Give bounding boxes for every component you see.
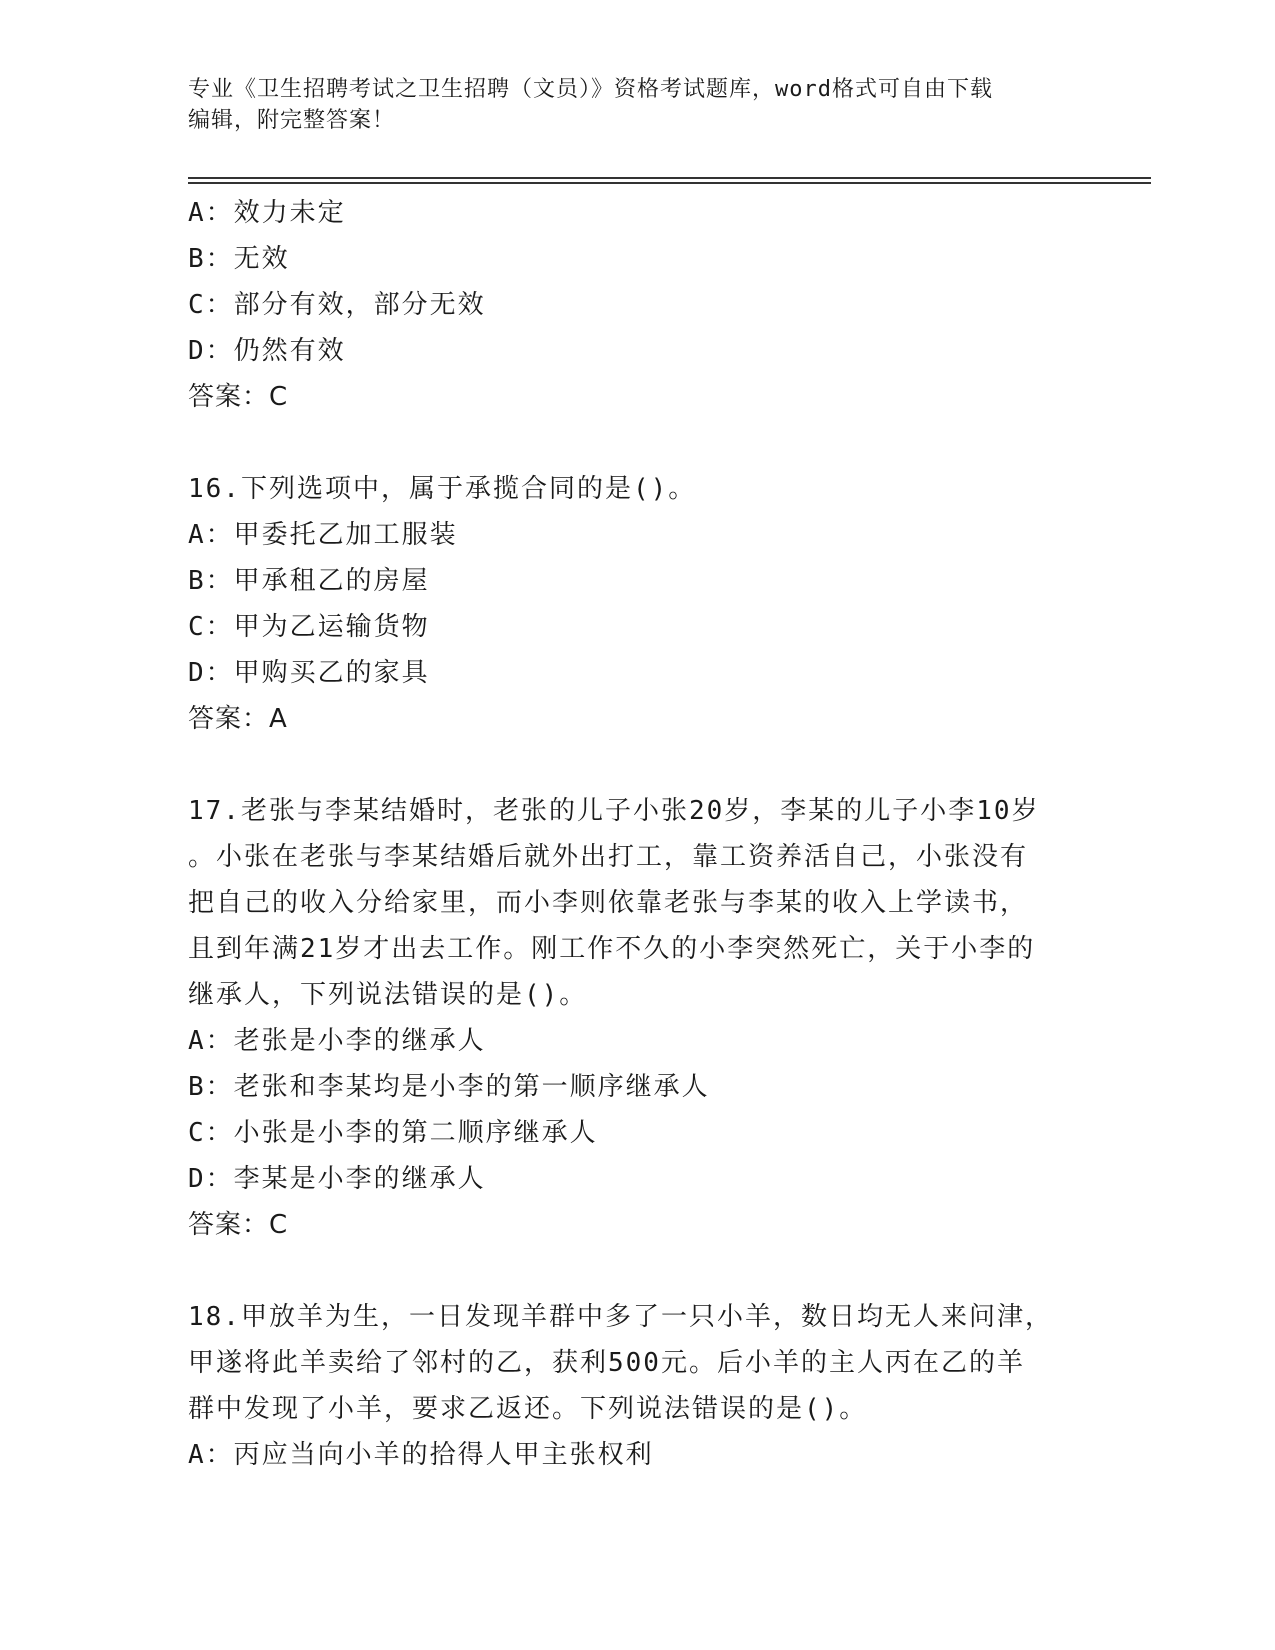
option-a: A：丙应当向小羊的拾得人甲主张权利: [188, 1440, 654, 1470]
option-c: C：甲为乙运输货物: [188, 612, 430, 642]
header-divider-top: [188, 177, 1151, 179]
spacer: [188, 742, 1088, 788]
question-stem-line: 甲遂将此羊卖给了邻村的乙，获利500元。后小羊的主人丙在乙的羊: [188, 1348, 1025, 1378]
question-stem-line: 继承人，下列说法错误的是()。: [188, 980, 588, 1010]
option-b: B：老张和李某均是小李的第一顺序继承人: [188, 1072, 710, 1102]
answer: 答案：A: [188, 704, 288, 734]
option-b: B：无效: [188, 244, 290, 274]
question-18: [188, 1294, 1088, 1478]
question-stem: 16.下列选项中，属于承揽合同的是()。: [188, 474, 697, 504]
question-16: [188, 466, 1088, 742]
document-header: [188, 74, 1088, 136]
option-c: C：部分有效，部分无效: [188, 290, 486, 320]
spacer: [188, 1248, 1088, 1294]
question-stem-line: 。小张在老张与李某结婚后就外出打工，靠工资养活自己，小张没有: [188, 842, 1029, 872]
answer: 答案：C: [188, 382, 289, 412]
header-line-1: 专业《卫生招聘考试之卫生招聘（文员）》资格考试题库，word格式可自由下载: [188, 77, 993, 102]
option-d: D：甲购买乙的家具: [188, 658, 430, 688]
question-stem-line: 17.老张与李某结婚时，老张的儿子小张20岁，李某的儿子小李10岁: [188, 796, 1040, 826]
question-17: [188, 788, 1088, 1248]
option-a: A：甲委托乙加工服装: [188, 520, 458, 550]
option-b: B：甲承租乙的房屋: [188, 566, 430, 596]
question-stem-line: 把自己的收入分给家里，而小李则依靠老张与李某的收入上学读书，: [188, 888, 1029, 918]
question-stem-line: 且到年满21岁才出去工作。刚工作不久的小李突然死亡，关于小李的: [188, 934, 1036, 964]
question-15: [188, 190, 1088, 420]
option-d: D：李某是小李的继承人: [188, 1164, 486, 1194]
answer: 答案：C: [188, 1210, 289, 1240]
header-line-2: 编辑，附完整答案！: [188, 108, 396, 133]
header-divider-bottom: [188, 182, 1151, 184]
question-list: [188, 190, 1088, 1478]
option-d: D：仍然有效: [188, 336, 346, 366]
question-stem-line: 群中发现了小羊，要求乙返还。下列说法错误的是()。: [188, 1394, 868, 1424]
option-a: A：效力未定: [188, 198, 346, 228]
option-c: C：小张是小李的第二顺序继承人: [188, 1118, 598, 1148]
question-stem-line: 18.甲放羊为生，一日发现羊群中多了一只小羊，数日均无人来问津，: [188, 1302, 1053, 1332]
option-a: A：老张是小李的继承人: [188, 1026, 486, 1056]
spacer: [188, 420, 1088, 466]
